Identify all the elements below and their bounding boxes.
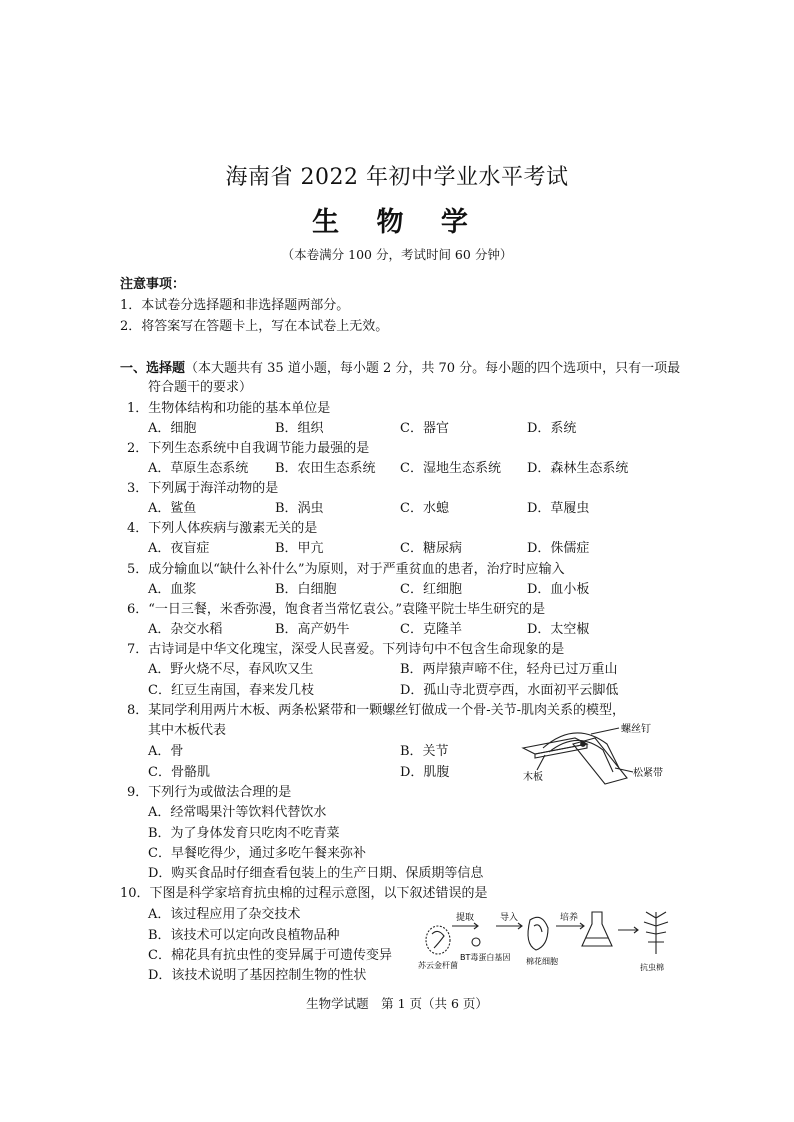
culture-flask-icon [582, 912, 612, 946]
label-band: 松紧带 [633, 768, 663, 779]
option-c: C．器官 [400, 421, 449, 436]
label-gene: BT毒蛋白基因 [460, 953, 511, 962]
option-a: A．夜盲症 [148, 541, 210, 556]
option-d: D．侏儒症 [527, 541, 590, 556]
option-c: C．克隆羊 [400, 622, 462, 637]
option-b: B．白细胞 [275, 582, 337, 597]
question-stem-cont: 其中木板代表 [148, 723, 227, 738]
option-b: B．甲亢 [275, 541, 324, 556]
option-b: B．关节 [400, 744, 449, 759]
label-bacterium: 苏云金杆菌 [418, 961, 458, 970]
label-extract: 提取 [456, 913, 475, 923]
label-screw: 螺丝钉 [621, 724, 651, 735]
leader-band [615, 768, 633, 772]
question-stem: 4．下列人体疾病与激素无关的是 [127, 521, 318, 536]
option-d: D．孤山寺北贾亭西，水面初平云脚低 [400, 683, 619, 698]
screw [581, 742, 586, 747]
option-b: B．农田生态系统 [275, 461, 376, 476]
option-a: A．骨 [148, 744, 184, 759]
option-a: A．鲨鱼 [148, 501, 197, 516]
page-footer: 生物学试题 第 1 页（共 6 页） [306, 996, 488, 1011]
option-c: C．棉花具有抗虫性的变异属于可遗传变异 [148, 948, 392, 963]
cotton-cell-icon [528, 917, 548, 950]
question-stem: 6．“一日三餐，米香弥漫，饱食者当常忆袁公。”袁隆平院士毕生研究的是 [127, 602, 546, 617]
question-stem: 8．某同学利用两片木板、两条松紧带和一颗螺丝钉做成一个骨-关节-肌肉关系的模型， [127, 703, 626, 718]
option-a: A．草原生态系统 [148, 461, 249, 476]
option-d: D．草履虫 [527, 501, 590, 516]
option-c: C．早餐吃得少，通过多吃午餐来弥补 [148, 846, 366, 861]
label-cotton-cell: 棉花细胞 [526, 957, 558, 966]
option-d: D．太空椒 [527, 622, 590, 637]
question-stem: 2．下列生态系统中自我调节能力最强的是 [127, 441, 370, 456]
question-stem: 1．生物体结构和功能的基本单位是 [127, 401, 331, 416]
gene-icon [472, 938, 480, 946]
section-desc: （本大题共有 35 道小题，每小题 2 分，共 70 分。每小题的四个选项中，只有一项最 [185, 361, 681, 376]
question-stem: 7．古诗词是中华文化瑰宝，深受人民喜爱。下列诗句中不包含生命现象的是 [127, 642, 565, 657]
option-a: A．血浆 [148, 582, 197, 597]
option-b: B．组织 [275, 421, 324, 436]
question-stem: 10．下图是科学家培育抗虫棉的过程示意图，以下叙述错误的是 [120, 886, 488, 901]
notes-heading: 注意事项： [120, 277, 186, 292]
option-b: B．两岸猿声啼不住，轻舟已过万重山 [400, 662, 618, 677]
option-a: A．杂交水稻 [148, 622, 223, 637]
option-d: D．购买食品时仔细查看包装上的生产日期、保质期等信息 [148, 866, 484, 881]
option-d: D．系统 [527, 421, 577, 436]
note-item: 2．将答案写在答题卡上，写在本试卷上无效。 [120, 319, 389, 334]
label-bt-cotton: 抗虫棉 [640, 963, 664, 972]
question-stem: 9．下列行为或做法合理的是 [127, 785, 292, 800]
option-c: C．湿地生态系统 [400, 461, 501, 476]
leader-screw [591, 728, 619, 734]
option-c: C．水螅 [400, 501, 449, 516]
option-b: B．高产奶牛 [275, 622, 350, 637]
option-a: A．该过程应用了杂交技术 [148, 907, 301, 922]
subject-title: 生 物 学 [312, 207, 482, 238]
exam-title: 海南省 2022 年初中学业水平考试 [225, 165, 569, 190]
option-b: B．为了身体发育只吃肉不吃青菜 [148, 826, 340, 841]
option-a: A．细胞 [148, 421, 197, 436]
note-item: 1．本试卷分选择题和非选择题两部分。 [120, 298, 350, 313]
label-board: 木板 [523, 772, 543, 783]
label-culture: 培养 [560, 913, 579, 923]
option-c: C．红细胞 [400, 582, 462, 597]
bacterium-icon [426, 926, 450, 954]
bacterium-inner-icon [432, 931, 444, 948]
option-d: D．该技术说明了基因控制生物的性状 [148, 968, 367, 983]
option-c: C．红豆生南国，春来发几枝 [148, 683, 314, 698]
option-c: C．糖尿病 [400, 541, 462, 556]
option-a: A．经常喝果汁等饮料代替饮水 [148, 805, 327, 820]
section-desc-cont: 符合题干的要求） [148, 380, 253, 395]
option-b: B．涡虫 [275, 501, 324, 516]
option-d: D．血小板 [527, 582, 590, 597]
label-import: 导入 [500, 913, 519, 923]
question-stem: 3．下列属于海洋动物的是 [127, 481, 279, 496]
joint-model-figure [515, 722, 675, 786]
section-title: 一、选择题 [120, 361, 186, 376]
option-d: D．肌腹 [400, 765, 450, 780]
option-b: B．该技术可以定向改良植物品种 [148, 928, 340, 943]
option-a: A．野火烧不尽，春风吹又生 [148, 662, 314, 677]
option-c: C．骨骼肌 [148, 765, 210, 780]
bt-cotton-process-figure [418, 904, 680, 984]
section-heading [120, 357, 680, 376]
option-d: D．森林生态系统 [527, 461, 629, 476]
question-stem: 5．成分输血以“缺什么补什么”为原则，对于严重贫血的患者，治疗时应输入 [127, 562, 565, 577]
exam-meta: （本卷满分 100 分，考试时间 60 分钟） [281, 247, 513, 262]
